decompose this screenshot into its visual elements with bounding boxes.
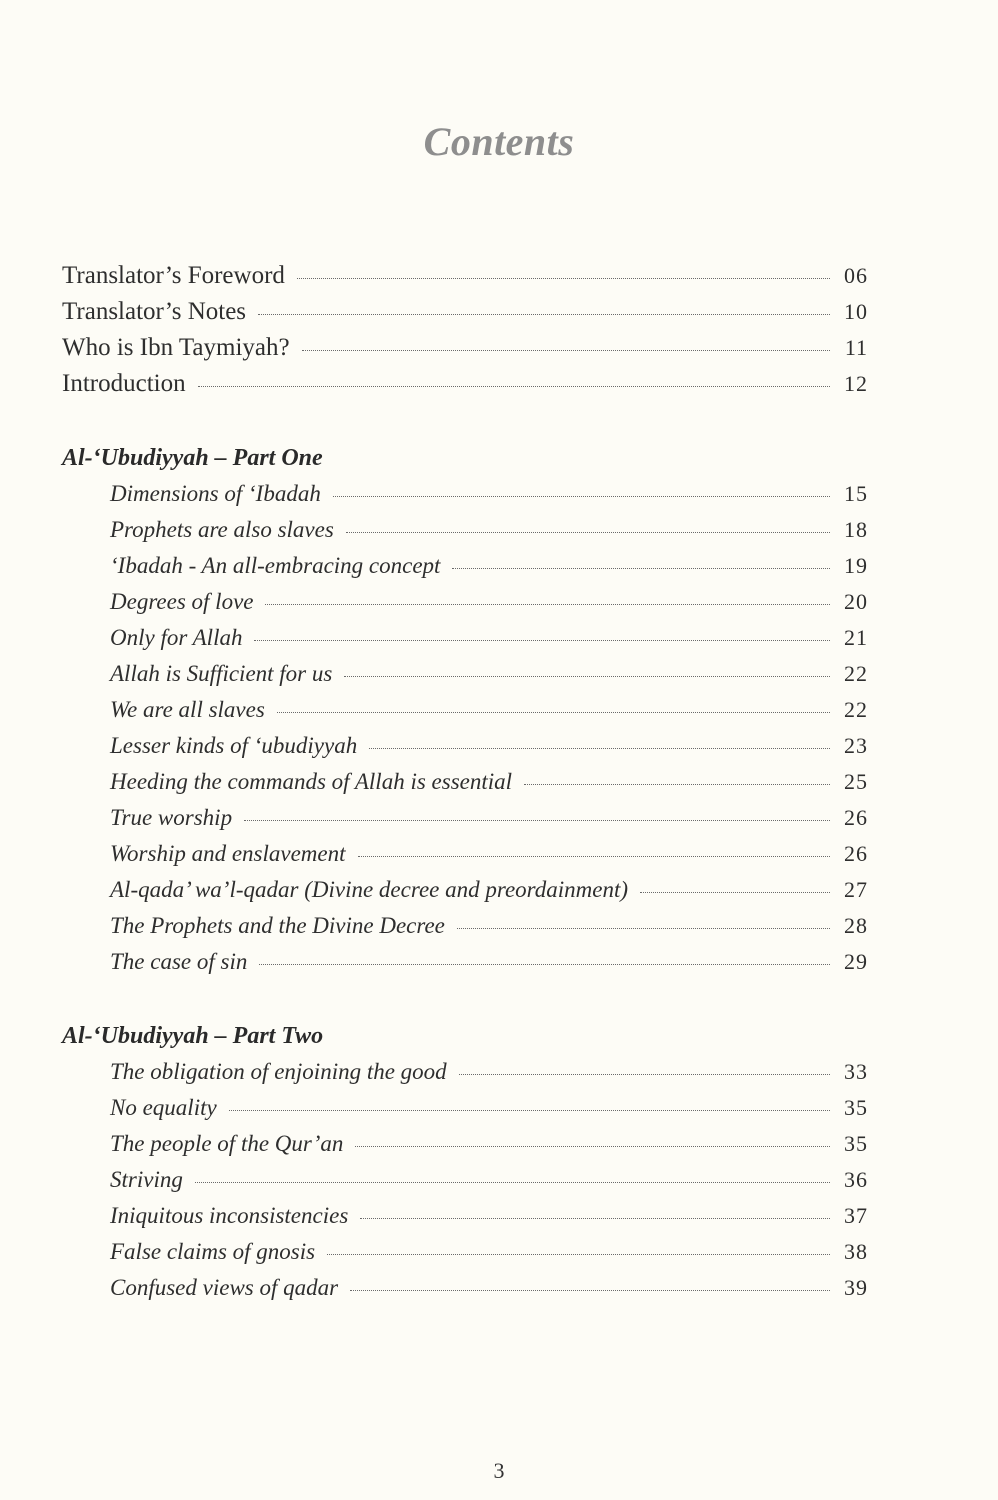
toc-entry bbox=[62, 692, 868, 728]
toc-entry-page: 11 bbox=[844, 335, 868, 360]
dot-leader bbox=[302, 350, 830, 351]
dot-leader bbox=[333, 496, 830, 497]
toc-entry-page: 23 bbox=[844, 733, 868, 758]
dot-leader bbox=[355, 1146, 830, 1147]
section-heading: Al-‘Ubudiyyah – Part Two bbox=[62, 1023, 324, 1049]
toc-entry-page: 36 bbox=[844, 1167, 868, 1192]
toc-entry-label: Degrees of love bbox=[110, 589, 254, 614]
page-number: 3 bbox=[493, 1458, 505, 1483]
toc-entry bbox=[62, 366, 868, 402]
toc-entry-page: 29 bbox=[844, 949, 868, 974]
toc-entry-label: Translator’s Foreword bbox=[62, 262, 285, 289]
toc-entry-page: 35 bbox=[844, 1131, 868, 1156]
dot-leader bbox=[350, 1290, 830, 1291]
table-of-contents bbox=[62, 258, 868, 1306]
toc-entry-page: 21 bbox=[844, 625, 868, 650]
toc-entry bbox=[62, 908, 868, 944]
toc-entry bbox=[62, 1090, 868, 1126]
section-heading: Al-‘Ubudiyyah – Part One bbox=[62, 445, 323, 471]
toc-entry bbox=[62, 1234, 868, 1270]
dot-leader bbox=[277, 712, 830, 713]
dot-leader bbox=[297, 278, 830, 279]
toc-entry-page: 18 bbox=[844, 517, 868, 542]
toc-entry bbox=[62, 800, 868, 836]
toc-entry-label: Who is Ibn Taymiyah? bbox=[62, 334, 290, 361]
front-matter-list bbox=[62, 258, 868, 402]
toc-entry bbox=[62, 1162, 868, 1198]
toc-entry-page: 25 bbox=[844, 769, 868, 794]
toc-entry-page: 35 bbox=[844, 1095, 868, 1120]
dot-leader bbox=[327, 1254, 830, 1255]
toc-entry-label: Introduction bbox=[62, 370, 186, 397]
toc-entry-label: Heeding the commands of Allah is essential bbox=[110, 769, 513, 794]
toc-entry-label: The case of sin bbox=[110, 949, 248, 974]
dot-leader bbox=[254, 640, 830, 641]
toc-entry-page: 06 bbox=[844, 263, 868, 288]
toc-entry bbox=[62, 584, 868, 620]
toc-entry bbox=[62, 1198, 868, 1234]
toc-entry-page: 22 bbox=[844, 697, 868, 722]
toc-entry-page: 26 bbox=[844, 841, 868, 866]
toc-entry-label: The Prophets and the Divine Decree bbox=[110, 913, 445, 938]
toc-entry-label: Prophets are also slaves bbox=[110, 517, 334, 542]
toc-entry-page: 19 bbox=[844, 553, 868, 578]
toc-entry-page: 10 bbox=[844, 299, 868, 324]
toc-entry-page: 39 bbox=[844, 1275, 868, 1300]
dot-leader bbox=[452, 568, 830, 569]
toc-entry-label: Iniquitous inconsistencies bbox=[110, 1203, 349, 1228]
dot-leader bbox=[198, 386, 830, 387]
toc-entry-page: 28 bbox=[844, 913, 868, 938]
toc-entry-page: 26 bbox=[844, 805, 868, 830]
toc-entry-page: 33 bbox=[844, 1059, 868, 1084]
toc-entry-label: Allah is Sufficient for us bbox=[110, 661, 333, 686]
dot-leader bbox=[344, 676, 830, 677]
toc-entry-page: 12 bbox=[844, 371, 868, 396]
dot-leader bbox=[265, 604, 830, 605]
toc-entry bbox=[62, 728, 868, 764]
part-one-section bbox=[62, 440, 868, 980]
toc-entry bbox=[62, 1126, 868, 1162]
toc-entry-label: Striving bbox=[110, 1167, 183, 1192]
dot-leader bbox=[457, 928, 830, 929]
toc-entry-label: The obligation of enjoining the good bbox=[110, 1059, 447, 1084]
toc-entry bbox=[62, 258, 868, 294]
toc-entry bbox=[62, 872, 868, 908]
toc-entry bbox=[62, 944, 868, 980]
dot-leader bbox=[195, 1182, 830, 1183]
toc-entry-label: True worship bbox=[110, 805, 233, 830]
toc-entry-label: Dimensions of ‘Ibadah bbox=[110, 481, 321, 506]
toc-entry-label: Lesser kinds of ‘ubudiyyah bbox=[110, 733, 358, 758]
toc-entry-label: Translator’s Notes bbox=[62, 298, 247, 325]
toc-entry bbox=[62, 1054, 868, 1090]
toc-entry bbox=[62, 1270, 868, 1306]
toc-entry-page: 27 bbox=[844, 877, 868, 902]
toc-entry-page: 22 bbox=[844, 661, 868, 686]
toc-entry-page: 37 bbox=[844, 1203, 868, 1228]
toc-entry-label: The people of the Qur’an bbox=[110, 1131, 344, 1156]
toc-entry-label: ‘Ibadah - An all-embracing concept bbox=[110, 553, 441, 578]
toc-entry bbox=[62, 836, 868, 872]
dot-leader bbox=[259, 964, 830, 965]
toc-entry-page: 20 bbox=[844, 589, 868, 614]
dot-leader bbox=[640, 892, 830, 893]
toc-entry bbox=[62, 764, 868, 800]
toc-entry bbox=[62, 476, 868, 512]
page-title: Contents bbox=[423, 119, 575, 164]
toc-entry-label: Worship and enslavement bbox=[110, 841, 346, 866]
toc-entry-label: Confused views of qadar bbox=[110, 1275, 339, 1300]
toc-entry-page: 38 bbox=[844, 1239, 868, 1264]
toc-entry bbox=[62, 512, 868, 548]
dot-leader bbox=[524, 784, 830, 785]
dot-leader bbox=[258, 314, 830, 315]
toc-entry bbox=[62, 620, 868, 656]
toc-entry-label: We are all slaves bbox=[110, 697, 265, 722]
toc-entry-label: Al-qada’ wa’l-qadar (Divine decree and preordainment) bbox=[110, 877, 629, 902]
dot-leader bbox=[369, 748, 830, 749]
dot-leader bbox=[360, 1218, 830, 1219]
dot-leader bbox=[358, 856, 830, 857]
toc-entry bbox=[62, 656, 868, 692]
toc-entry bbox=[62, 330, 868, 366]
dot-leader bbox=[346, 532, 830, 533]
toc-entry bbox=[62, 548, 868, 584]
dot-leader bbox=[459, 1074, 830, 1075]
dot-leader bbox=[229, 1110, 830, 1111]
toc-entry-page: 15 bbox=[844, 481, 868, 506]
part-two-section bbox=[62, 1018, 868, 1306]
dot-leader bbox=[244, 820, 830, 821]
toc-entry-label: No equality bbox=[110, 1095, 217, 1120]
toc-entry-label: False claims of gnosis bbox=[110, 1239, 316, 1264]
toc-entry-label: Only for Allah bbox=[110, 625, 243, 650]
toc-entry bbox=[62, 294, 868, 330]
